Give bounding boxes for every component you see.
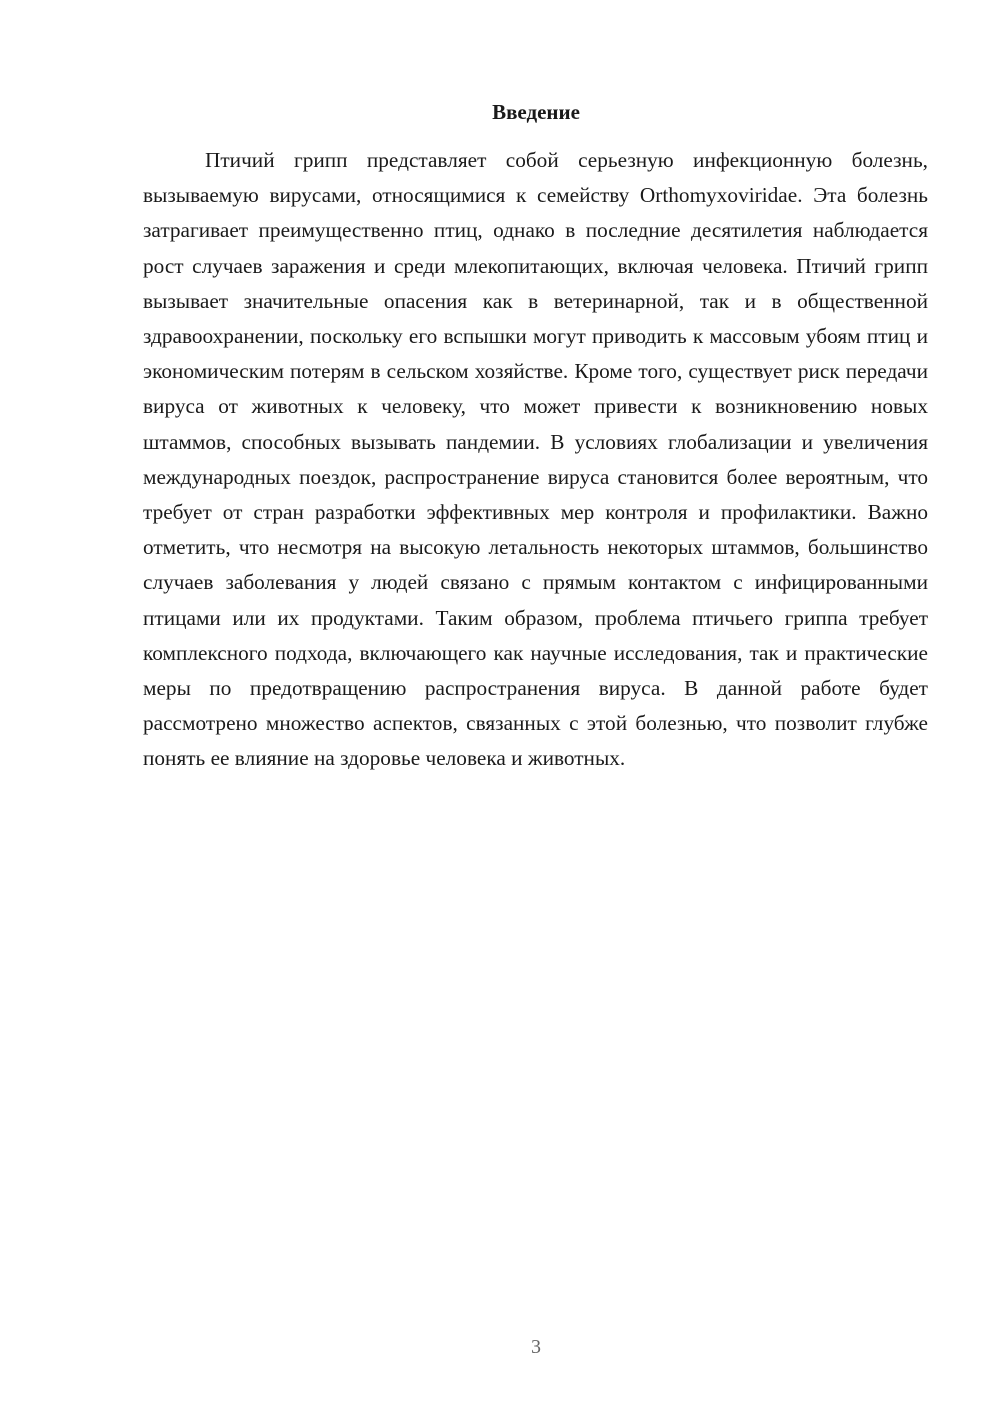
page-number: 3: [531, 1336, 541, 1358]
section-heading: Введение: [492, 100, 580, 124]
body-paragraph: Птичий грипп представляет собой серьезную инфекционную болезнь, вызываемую вирусами, относящимися к семейству Orthomyxoviridae. Эта болезнь затрагивает преимущественно птиц, однако в последние десятилетия наблюдается рост случаев заражения и среди млекопитающих, включая человека. Птичий грипп вызывает значительные опасения как в ветеринарной, так и в общественной здравоохранении, поскольку его вспышки могут приводить к массовым убоям птиц и экономическим потерям в сельском хозяйстве. Кроме того, существует риск передачи вируса от животных к человеку, что может привести к возникновению новых штаммов, способных вызывать пандемии. В условиях глобализации и увеличения международных поездок, распространение вируса становится более вероятным, что требует от стран разработки эффективных мер контроля и профилактики. Важно отметить, что несмотря на высокую летальность некоторых штаммов, большинство случаев заболевания у людей связано с прямым контактом с инфицированными птицами или их продуктами. Таким образом, проблема птичьего гриппа требует комплексного подхода, включающего как научные исследования, так и практические меры по предотвращению распространения вируса. В данной работе будет рассмотрено множество аспектов, связанных с этой болезнью, что позволит глубже понять ее влияние на здоровье человека и животных.: [143, 148, 928, 771]
